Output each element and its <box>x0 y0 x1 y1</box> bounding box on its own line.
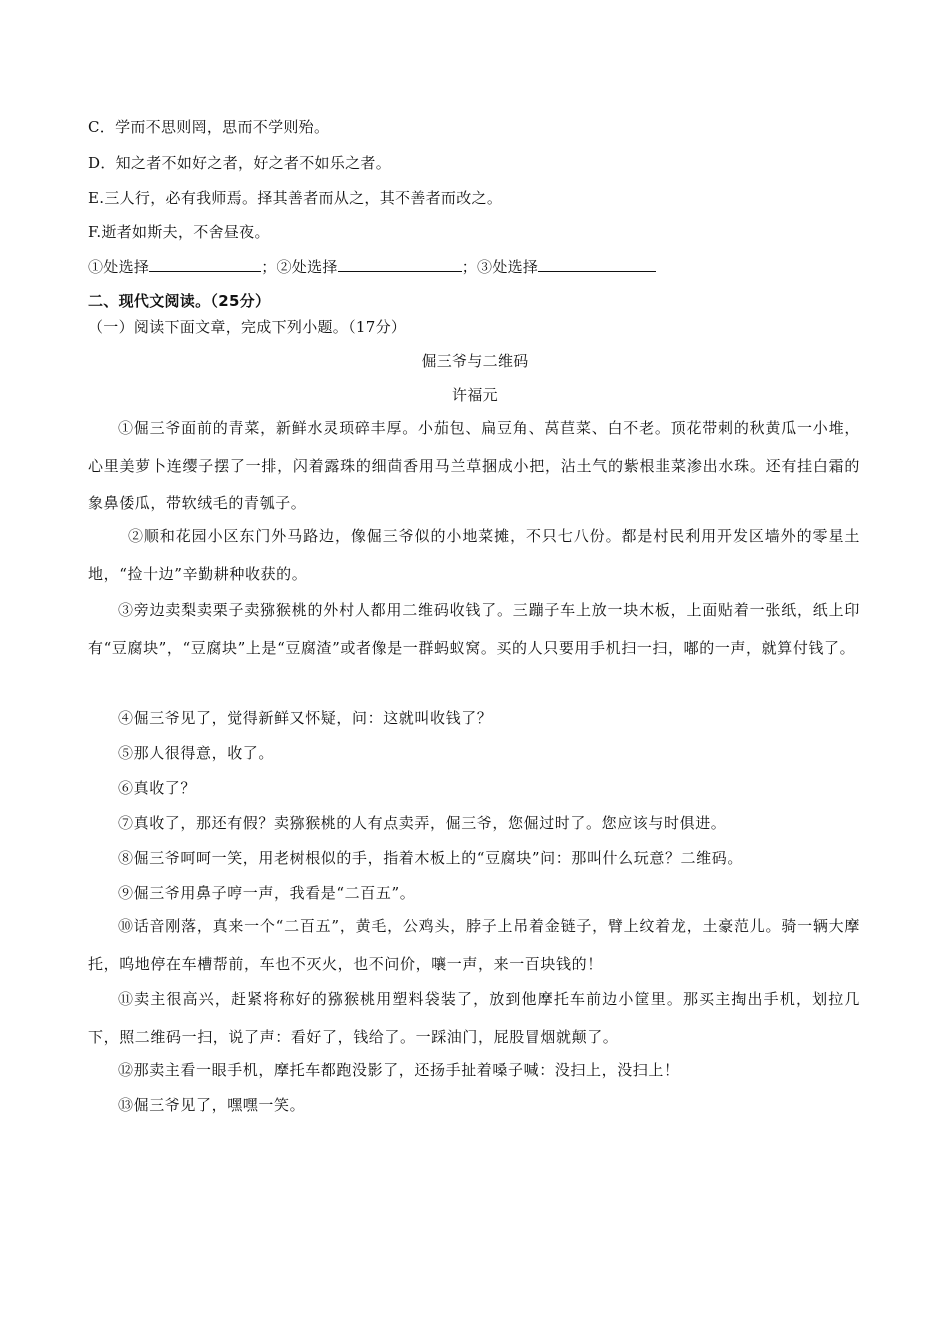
article-author: 许福元 <box>452 386 498 404</box>
article-paragraph-1: ①倔三爷面前的青菜，新鲜水灵顼碎丰厚。小茄包、扁豆角、莴苣菜、白不老。顶花带刺的秋黄瓜一小堆，心里美萝卜连缨子摆了一排，闪着露珠的细茴香用马兰草捆成小把，沾土气的紫根韭菜渗出水珠。还有挂白霜的象鼻倭瓜，带软绒毛的青瓠子。 <box>88 419 860 512</box>
article-paragraph-2: ②顺和花园小区东门外马路边，像倔三爷似的小地菜摊，不只七八份。都是村民利用开发区墙外的零星土地，“捡十边”辛勤耕种收获的。 <box>88 527 860 583</box>
option-f: F.逝者如斯夫，不舍昼夜。 <box>88 223 270 241</box>
article-title: 倔三爷与二维码 <box>421 352 529 370</box>
blank-3[interactable] <box>538 257 656 272</box>
fill-in-line <box>88 257 656 277</box>
blank-2[interactable] <box>338 257 462 272</box>
article-paragraph-3: ③旁边卖梨卖栗子卖猕猴桃的外村人都用二维码收钱了。三蹦子车上放一块木板，上面贴着一张纸，纸上印有“豆腐块”，“豆腐块”上是“豆腐渣”或者像是一群蚂蚁窝。买的人只要用手机扫一扫，嘟的一声，就算付钱了。 <box>88 601 860 657</box>
article-paragraph-11: ⑪卖主很高兴，赶紧将称好的猕猴桃用塑料袋装了，放到他摩托车前边小筐里。那买主掏出手机，划拉几下，照二维码一扫，说了声：看好了，钱给了。一踩油门，屁股冒烟就颠了。 <box>88 990 860 1046</box>
option-e: E.三人行，必有我师焉。择其善者而从之，其不善者而改之。 <box>88 189 503 207</box>
option-d: D．知之者不如好之者，好之者不如乐之者。 <box>88 154 392 172</box>
article-paragraph-8: ⑧倔三爷呵呵一笑，用老树根似的手，指着木板上的“豆腐块”问：那叫什么玩意？二维码。 <box>118 849 743 867</box>
blank-1[interactable] <box>149 257 261 272</box>
article-paragraph-7: ⑦真收了，那还有假？卖猕猴桃的人有点卖弄，倔三爷，您倔过时了。您应该与时俱进。 <box>118 814 727 832</box>
article-paragraph-12: ⑫那卖主看一眼手机，摩托车都跑没影了，还扬手扯着嗓子喊：没扫上，没扫上！ <box>118 1061 680 1079</box>
article-paragraph-13: ⑬倔三爷见了，嘿嘿一笑。 <box>118 1096 306 1114</box>
blank-1-label: ①处选择 <box>88 258 150 276</box>
article-paragraph-10: ⑩话音刚落，真来一个“二百五”，黄毛，公鸡头，脖子上吊着金链子，臂上纹着龙，土豪范儿。骑一辆大摩托，呜地停在车槽帮前，车也不灭火，也不问价，嚷一声，来一百块钱的！ <box>88 917 860 973</box>
blank-3-label: ；③处选择 <box>461 258 539 276</box>
option-c: C．学而不思则罔，思而不学则殆。 <box>88 118 330 136</box>
article-paragraph-6: ⑥真收了？ <box>118 779 197 797</box>
article-paragraph-4: ④倔三爷见了，觉得新鲜又怀疑，问：这就叫收钱了？ <box>118 709 493 727</box>
blank-2-label: ；②处选择 <box>261 258 338 276</box>
article-paragraph-9: ⑨倔三爷用鼻子哼一声，我看是“二百五”。 <box>118 884 416 902</box>
section-subtitle: （一）阅读下面文章，完成下列小题。（17分） <box>88 318 407 336</box>
section-title: 二、现代文阅读。（25分） <box>88 292 271 310</box>
article-paragraph-5: ⑤那人很得意，收了。 <box>118 744 275 762</box>
